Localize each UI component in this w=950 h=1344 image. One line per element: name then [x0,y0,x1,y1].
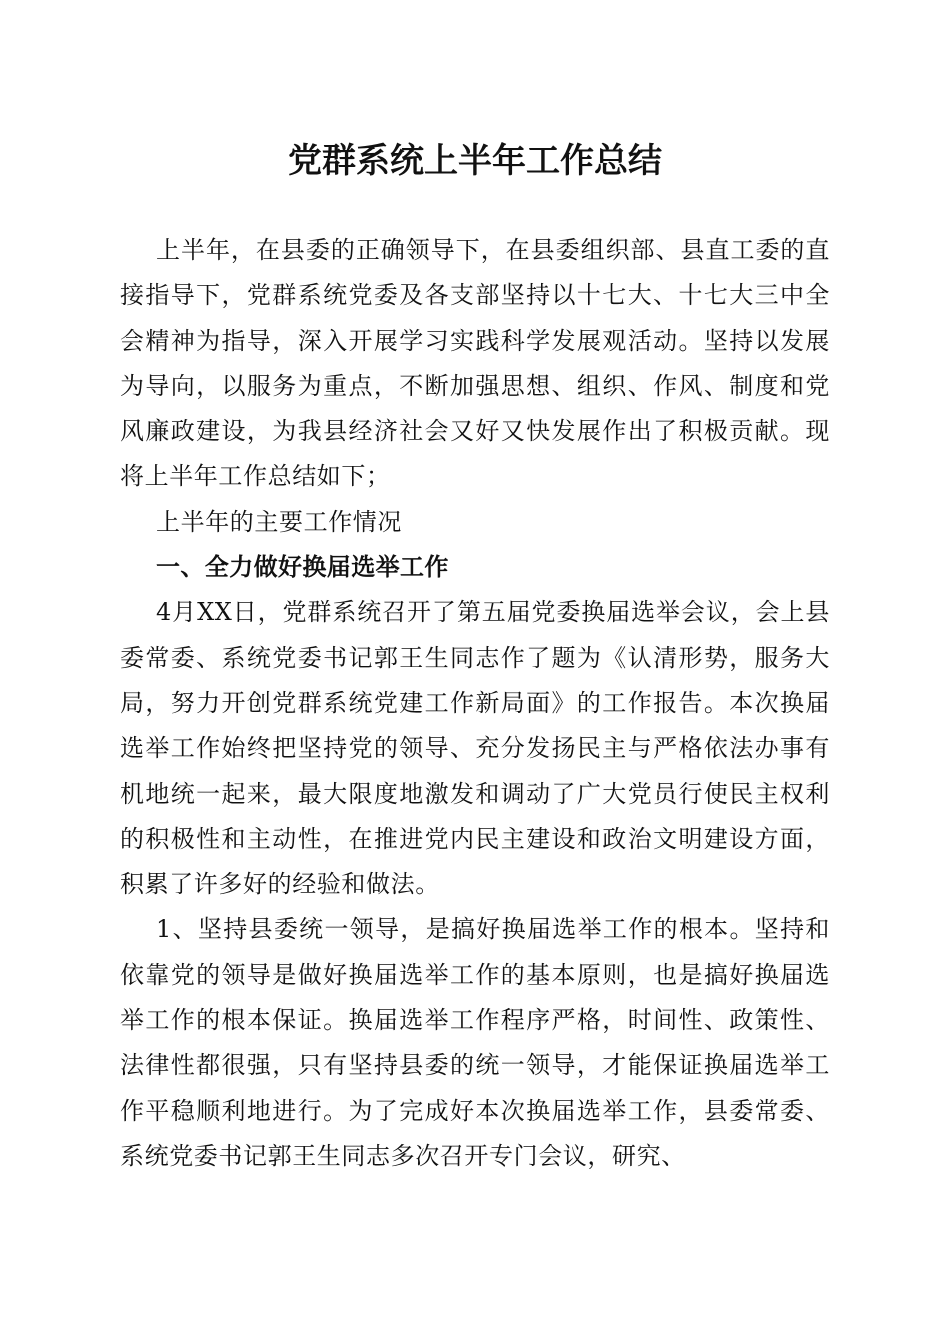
section-subtitle: 上半年的主要工作情况 [156,507,402,536]
intro-paragraph: 上半年，在县委的正确领导下，在县委组织部、县直工委的直接指导下，党群系统党委及各支部坚持以十七大、十七大三中全会精神为指导，深入开展学习实践科学发展观活动。坚持以发展为导向，以服务为重点，不断加强思想、组织、作风、制度和党风廉政建设，为我县经济社会又好又快发展作出了积极贡献。现将上半年工作总结如下； [120,236,830,491]
election-paragraph: 4月XX日，党群系统召开了第五届党委换届选举会议，会上县委常委、系统党委书记郭王生同志作了题为《认清形势，服务大局，努力开创党群系统党建工作新局面》的工作报告。本次换届选举工作始终把坚持党的领导、充分发扬民主与严格依法办事有机地统一起来，最大限度地激发和调动了广大党员行使民主权利的积极性和主动性，在推进党内民主建设和政治文明建设方面，积累了许多好的经验和做法。 [120,598,830,899]
point-one-paragraph: 1、坚持县委统一领导，是搞好换届选举工作的根本。坚持和依靠党的领导是做好换届选举工作的基本原则，也是搞好换届选举工作的根本保证。换届选举工作程序严格，时间性、政策性、法律性都很强，只有坚持县委的统一领导，才能保证换届选举工作平稳顺利地进行。为了完成好本次换届选举工作，县委常委、系统党委书记郭王生同志多次召开专门会议，研究、 [120,915,830,1170]
section-heading: 一、全力做好换届选举工作 [156,553,449,582]
document-title: 党群系统上半年工作总结 [288,141,662,181]
document-body [120,228,830,1179]
